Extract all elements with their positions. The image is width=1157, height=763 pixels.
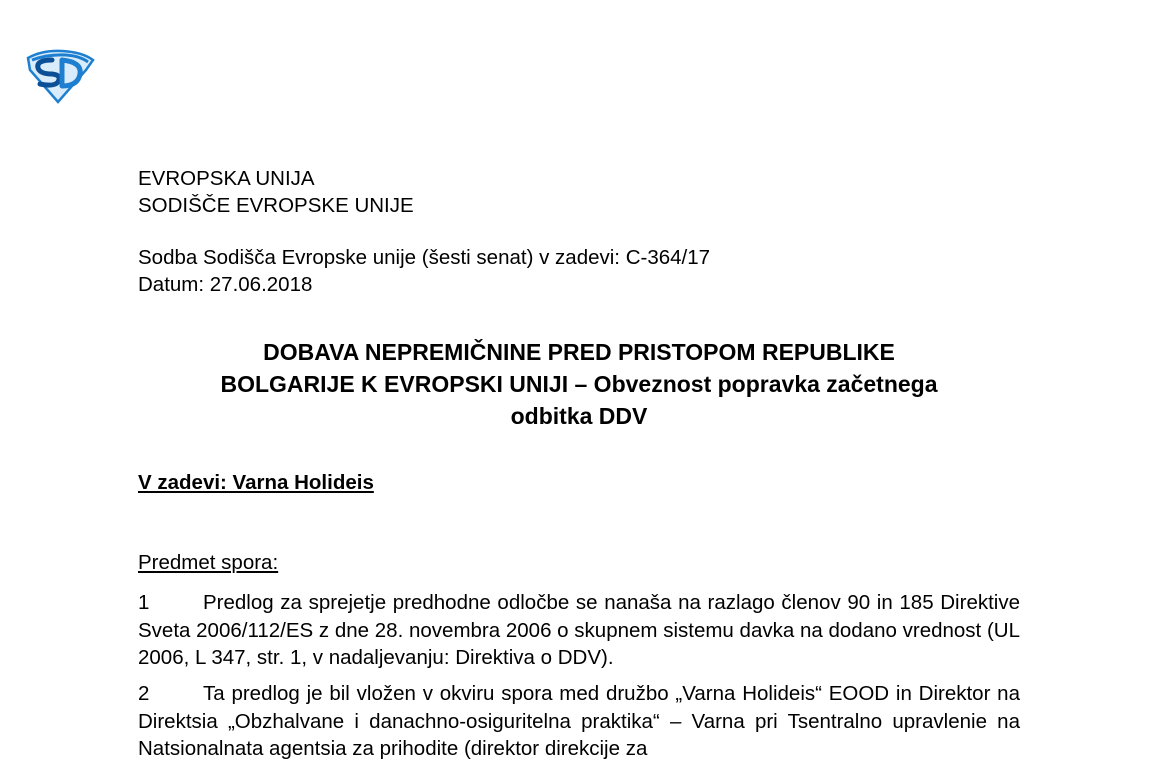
title-line-2: BOLGARIJE K EVROPSKI UNIJI – Obveznost popravka začetnega [220,371,938,397]
title-line-1: DOBAVA NEPREMIČNINE PRED PRISTOPOM REPUBLIKE [263,339,895,365]
matter-heading: V zadevi: Varna Holideis [138,471,374,494]
paragraph-number: 1 [138,591,150,614]
case-date: Datum: 27.06.2018 [138,273,313,296]
header-line-2: SODIŠČE EVROPSKE UNIJE [138,194,414,217]
subject-heading: Predmet spora: [138,551,279,574]
paragraph-2 [138,680,1020,763]
paragraph-text: Predlog za sprejetje predhodne odločbe se nanaša na razlago členov 90 in 185 Direktive Sveta 2006/112/ES z dne 28. novembra 2006 o skupnem sistemu davka na dodano vrednost (UL 2006, L 347, str. 1, v nadaljevanju: Direktiva o DDV). [138,591,1020,669]
paragraph-1 [138,589,1020,672]
paragraph-text: Ta predlog je bil vložen v okviru spora med družbo „Varna Holideis“ EOOD in Direktor na Direktsia „Obzhalvane i danachno-osiguritelna praktika“ – Varna pri Tsentralno upravlenie na Natsionalnata agentsia za prihodite (direktor direkcije za [138,682,1020,760]
court-logo [22,48,96,104]
title-line-3: odbitka DDV [510,403,648,429]
header-line-1: EVROPSKA UNIJA [138,167,315,190]
case-judgment: Sodba Sodišča Evropske unije (šesti senat) v zadevi: C-364/17 [138,246,711,269]
paragraph-number: 2 [138,682,150,705]
